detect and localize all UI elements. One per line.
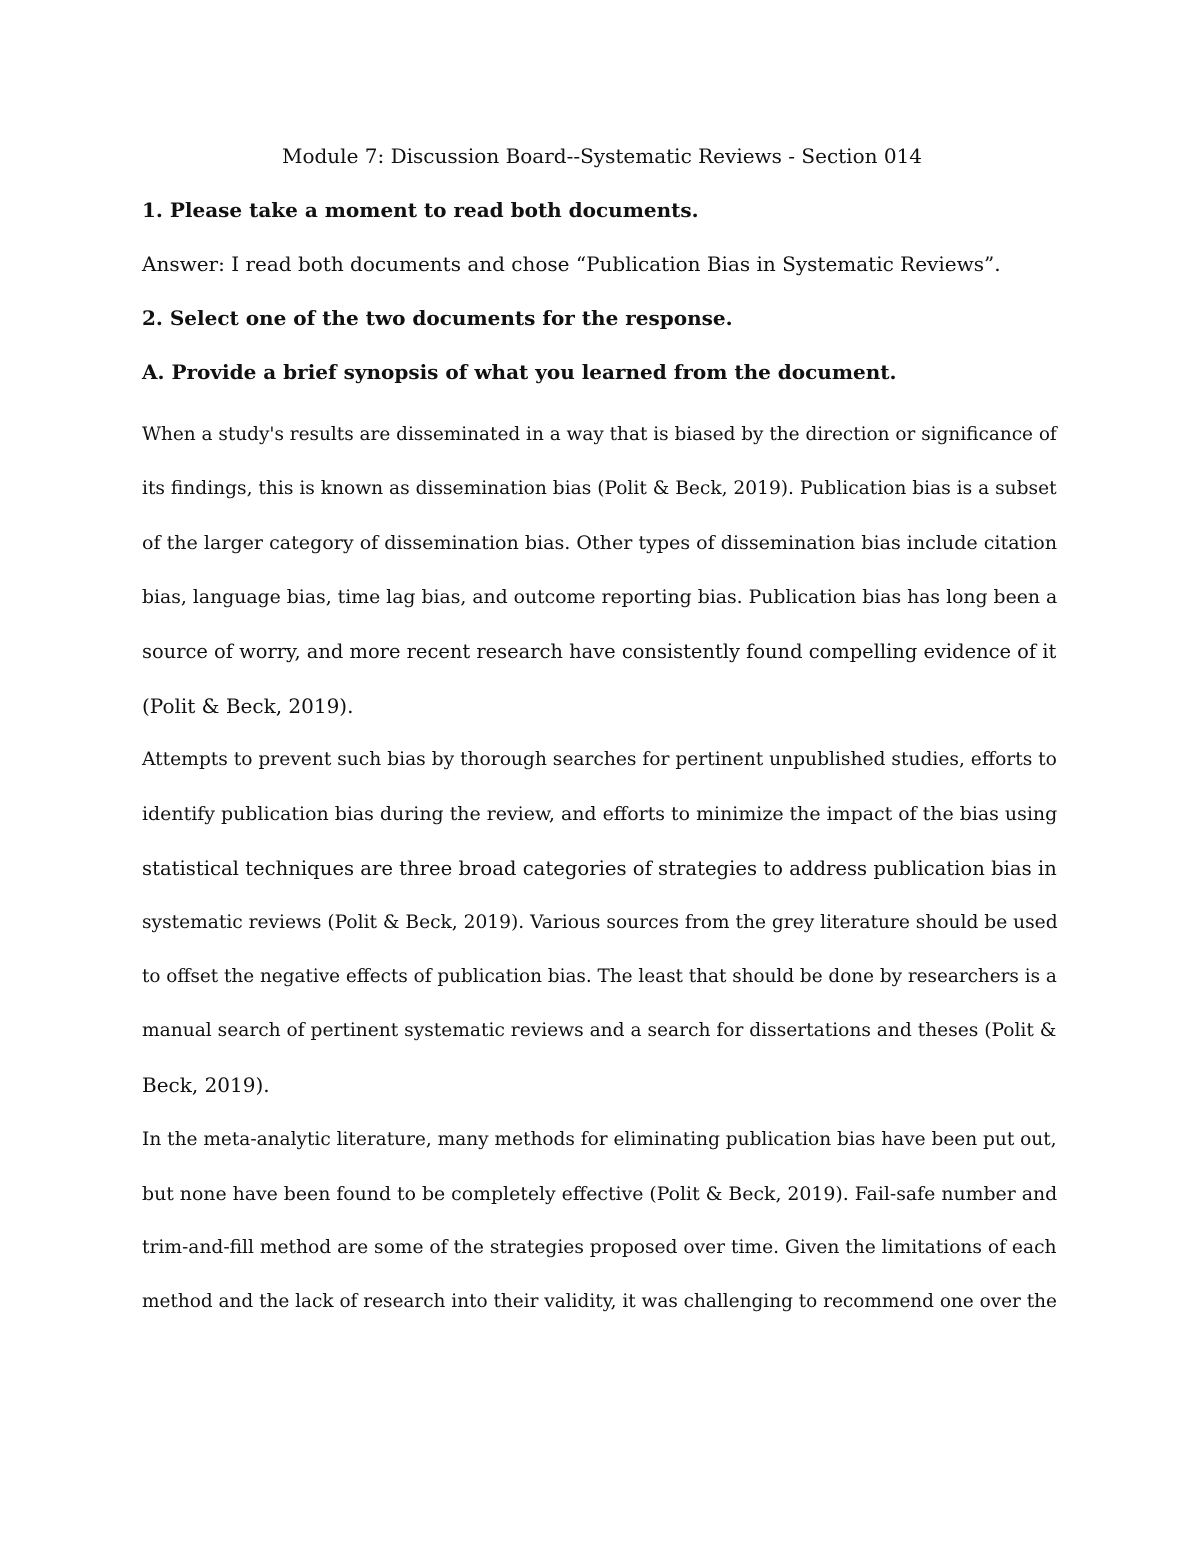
paragraph-line: but none have been found to be completely effective (Polit & Beck, 2019). Fail-safe number and: [142, 1182, 1058, 1205]
paragraph-line: identify publication bias during the review, and efforts to minimize the impact of the bias using: [142, 803, 1058, 826]
paragraph-line: trim-and-fill method are some of the strategies proposed over time. Given the limitations of each: [142, 1237, 1057, 1259]
paragraph-line: to offset the negative effects of publication bias. The least that should be done by researchers is a: [142, 966, 1057, 988]
paragraph-3: [142, 1113, 1062, 1330]
answer-1: Answer: I read both documents and chose “Publication Bias in Systematic Reviews”.: [142, 252, 1001, 276]
paragraph-2: [142, 733, 1062, 1112]
paragraph-1: [142, 408, 1062, 733]
paragraph-line: When a study's results are disseminated in a way that is biased by the direction or significance of: [142, 424, 1057, 445]
document-content: [142, 138, 1062, 1329]
paragraph-line: of the larger category of dissemination bias. Other types of dissemination bias include citation: [142, 532, 1058, 555]
document-title: Module 7: Discussion Board--Systematic Reviews - Section 014: [281, 144, 923, 168]
paragraph-line: systematic reviews (Polit & Beck, 2019). Various sources from the grey literature should be used: [142, 911, 1058, 933]
paragraph-line: its findings, this is known as dissemination bias (Polit & Beck, 2019). Publication bias is a subset: [142, 478, 1057, 500]
paragraph-line: In the meta-analytic literature, many methods for eliminating publication bias have been put out,: [142, 1128, 1057, 1150]
paragraph-line: source of worry, and more recent research have consistently found compelling evidence of it: [142, 639, 1057, 663]
question-2: 2. Select one of the two documents for the response.: [142, 306, 733, 330]
paragraph-line: (Polit & Beck, 2019).: [142, 694, 354, 719]
paragraph-line: statistical techniques are three broad categories of strategies to address publication bias in: [142, 856, 1057, 880]
paragraph-line: method and the lack of research into their validity, it was challenging to recommend one over the: [142, 1291, 1057, 1313]
paragraph-line: Beck, 2019).: [142, 1073, 270, 1098]
paragraph-line: Attempts to prevent such bias by thorough searches for pertinent unpublished studies, efforts to: [142, 749, 1057, 771]
question-a: A. Provide a brief synopsis of what you learned from the document.: [142, 360, 897, 384]
paragraph-line: manual search of pertinent systematic reviews and a search for dissertations and theses (Polit &: [142, 1020, 1057, 1042]
paragraph-line: bias, language bias, time lag bias, and outcome reporting bias. Publication bias has long been a: [142, 586, 1058, 608]
question-1: 1. Please take a moment to read both documents.: [142, 198, 699, 222]
